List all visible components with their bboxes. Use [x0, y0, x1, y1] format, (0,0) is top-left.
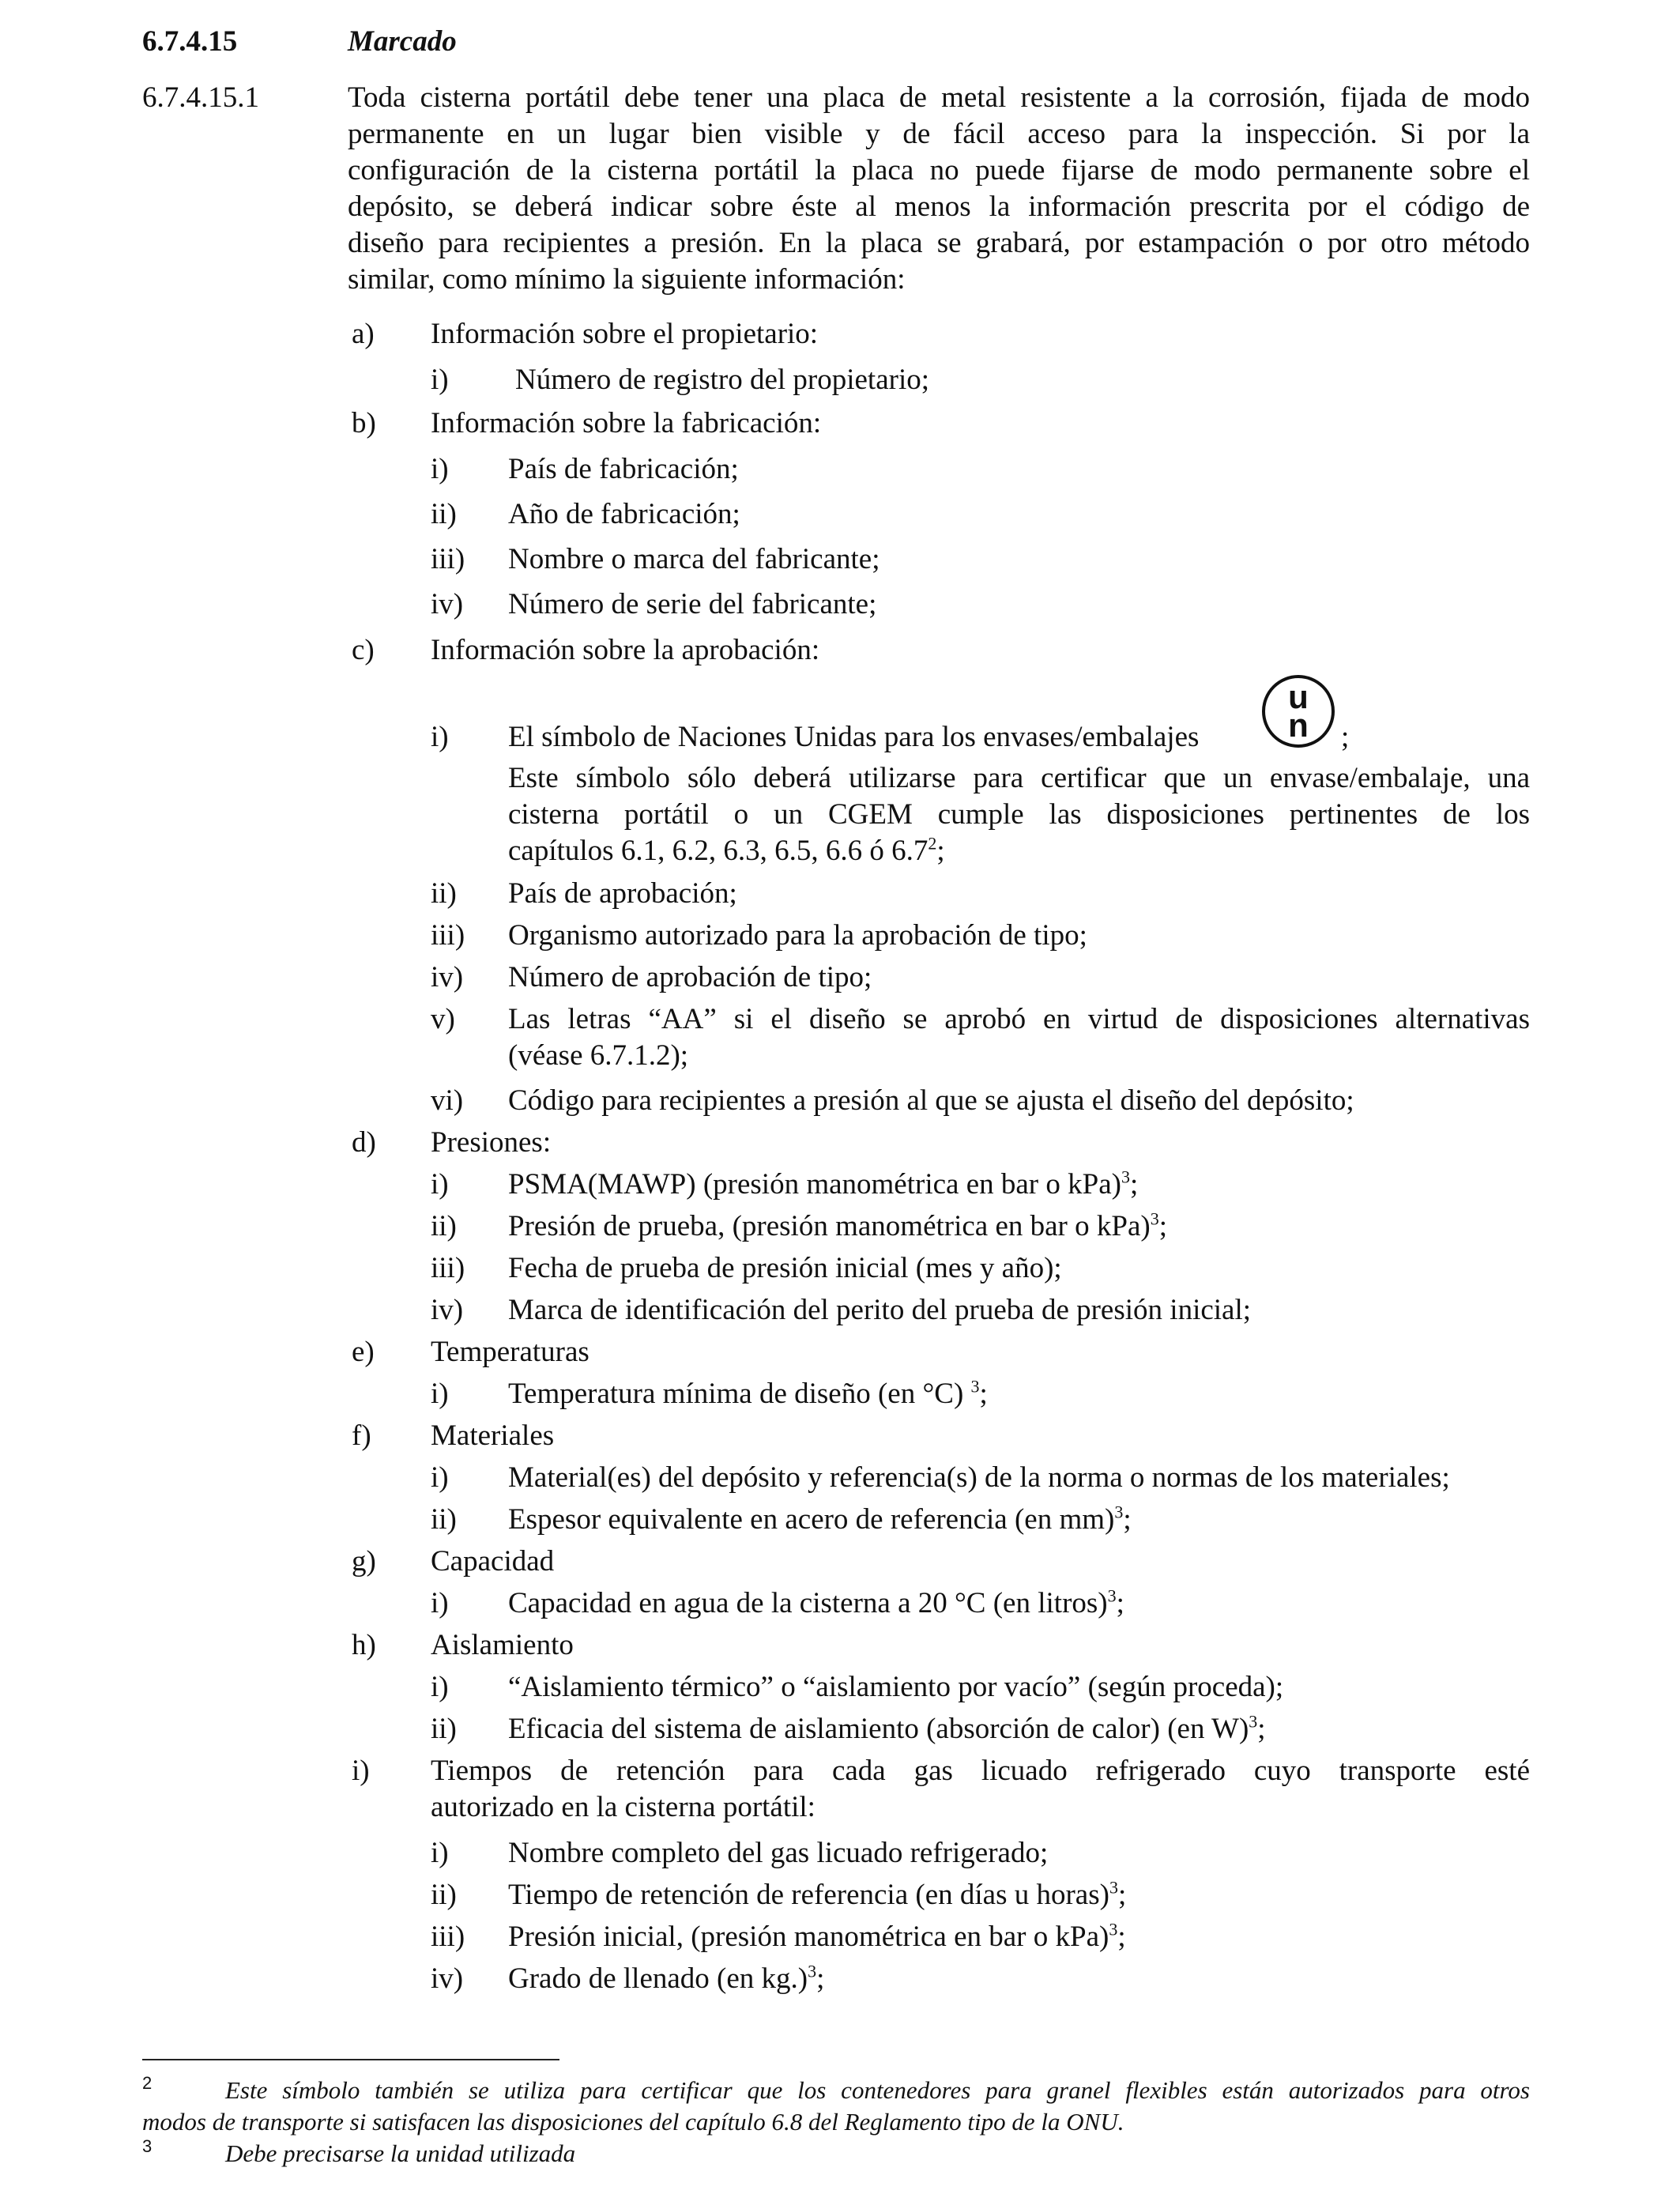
- subitem-text: (véase 6.7.1.2);: [508, 1039, 689, 1072]
- item-label: e): [352, 1336, 375, 1368]
- subitem-label: ii): [431, 1210, 457, 1242]
- subitem-text: Grado de llenado (en kg.)$^3$;: [508, 1961, 825, 1995]
- paragraph-line: permanente en un lugar bien visible y de fácil acceso para la inspección. Si por la: [348, 118, 1530, 150]
- subitem-text: Material(es) del depósito y referencia(s) de la norma o normas de los materiales;: [508, 1461, 1450, 1494]
- item-text: autorizado en la cisterna portátil:: [431, 1791, 816, 1823]
- subitem-text: Número de registro del propietario;: [515, 364, 929, 396]
- subitem-label: iii): [431, 1921, 465, 1953]
- item-text: Información sobre el propietario:: [431, 318, 819, 350]
- subitem-text: Tiempo de retención de referencia (en días u horas)$^3$;: [508, 1877, 1127, 1911]
- footnote-ref: 2: [928, 833, 937, 854]
- subitem-text: Capacidad en agua de la cisterna a 20 °C (en litros)$^3$;: [508, 1585, 1124, 1619]
- subitem-text: Año de fabricación;: [508, 498, 740, 530]
- subitem-label: iv): [431, 1962, 464, 1995]
- item-label: b): [352, 407, 376, 439]
- subitem-label: iv): [431, 1294, 464, 1326]
- c-i-note: [508, 760, 1530, 869]
- subitem-label: ii): [431, 1879, 457, 1911]
- subitem-text: Nombre o marca del fabricante;: [508, 543, 880, 575]
- footnote-number: 3: [142, 2136, 153, 2156]
- subitem-label: ii): [431, 1503, 457, 1536]
- subitem-label: i): [431, 453, 449, 485]
- section-number: 6.7.4.15: [142, 25, 238, 58]
- subitem-label: i): [431, 1378, 449, 1410]
- paragraph-number: 6.7.4.15.1: [142, 81, 259, 114]
- subitem-label: i): [431, 1168, 449, 1201]
- subitem-text: Fecha de prueba de presión inicial (mes y año);: [508, 1252, 1062, 1284]
- paragraph-line: similar, como mínimo la siguiente información:: [348, 263, 906, 296]
- subitem-label: iii): [431, 543, 465, 575]
- subitem-text: Marca de identificación del perito del prueba de presión inicial;: [508, 1294, 1252, 1326]
- item-text-block: [431, 1753, 1530, 1826]
- item-label: h): [352, 1629, 376, 1661]
- item-label: a): [352, 318, 375, 350]
- subitem-label: i): [431, 1837, 449, 1869]
- section-title: Marcado: [348, 25, 457, 58]
- item-text: Materiales: [431, 1419, 555, 1452]
- item-label: i): [352, 1755, 370, 1787]
- subitem-text: Organismo autorizado para la aprobación de tipo;: [508, 919, 1087, 952]
- paragraph-line: diseño para recipientes a presión. En la placa se grabará, por estampación o por otro método: [348, 227, 1530, 259]
- subitem-label: iii): [431, 919, 465, 952]
- subitem-text: Presión de prueba, (presión manométrica en bar o kPa)$^3$;: [508, 1208, 1167, 1242]
- subitem-text: Temperatura mínima de diseño (en °C) $^3$;: [508, 1376, 988, 1410]
- subitem-text: Código para recipientes a presión al que se ajusta el diseño del depósito;: [508, 1084, 1354, 1117]
- subitem-label: vi): [431, 1084, 464, 1117]
- subitem-text-block: [508, 1001, 1530, 1074]
- subitem-text: Eficacia del sistema de aislamiento (absorción de calor) (en W)$^3$;: [508, 1711, 1266, 1745]
- un-symbol-letter-u: u: [1288, 678, 1309, 715]
- paragraph-line: Toda cisterna portátil debe tener una placa de metal resistente a la corrosión, fijada de modo: [348, 81, 1530, 114]
- subitem-label: i): [431, 1671, 449, 1703]
- paragraph-line: configuración de la cisterna portátil la placa no puede fijarse de modo permanente sobre el: [348, 154, 1530, 187]
- subitem-label: v): [431, 1003, 455, 1035]
- footnote-separator: [142, 2059, 559, 2060]
- subitem-text: Nombre completo del gas licuado refrigerado;: [508, 1837, 1049, 1869]
- footnote-3-text: Debe precisarse la unidad utilizada: [225, 2139, 576, 2167]
- un-packaging-symbol: [1260, 673, 1336, 749]
- un-symbol-letter-n: n: [1288, 707, 1309, 744]
- subitem-text: País de aprobación;: [508, 877, 737, 910]
- item-text: Presiones:: [431, 1126, 552, 1159]
- subitem-label: ii): [431, 877, 457, 910]
- subitem-text: Espesor equivalente en acero de referencia (en mm)$^3$;: [508, 1502, 1132, 1536]
- item-text: Capacidad: [431, 1545, 555, 1578]
- footnote-line: Este símbolo también se utiliza para certificar que los contenedores para granel flexibles están autorizados para otros: [225, 2076, 1530, 2104]
- item-text: Tiempos de retención para cada gas licuado refrigerado cuyo transporte esté: [431, 1755, 1530, 1787]
- item-label: g): [352, 1545, 376, 1578]
- subitem-text: Número de serie del fabricante;: [508, 588, 877, 620]
- paragraph-body: [348, 80, 1530, 298]
- subitem-text: Presión inicial, (presión manométrica en bar o kPa)$^3$;: [508, 1919, 1126, 1953]
- subitem-text: Número de aprobación de tipo;: [508, 961, 872, 993]
- subitem-label: i): [431, 721, 449, 753]
- note-line: Este símbolo sólo deberá utilizarse para certificar que un envase/embalaje, una: [508, 762, 1530, 794]
- subitem-text: Las letras “AA” si el diseño se aprobó en virtud de disposiciones alternativas: [508, 1003, 1530, 1035]
- note-line: cisterna portátil o un CGEM cumple las disposiciones pertinentes de los: [508, 798, 1530, 831]
- subitem-text: “Aislamiento térmico” o “aislamiento por vacío” (según proceda);: [508, 1671, 1284, 1703]
- subitem-label: iv): [431, 588, 464, 620]
- item-label: d): [352, 1126, 376, 1159]
- subitem-text: El símbolo de Naciones Unidas para los envases/embalajes: [508, 721, 1200, 753]
- item-text: Aislamiento: [431, 1629, 574, 1661]
- subitem-label: i): [431, 364, 449, 396]
- subitem-label: ii): [431, 1713, 457, 1745]
- item-text: Temperaturas: [431, 1336, 590, 1368]
- item-text: Información sobre la fabricación:: [431, 407, 822, 439]
- item-label: c): [352, 634, 375, 666]
- subitem-text-suffix: ;: [1341, 721, 1350, 753]
- footnote-number: 2: [142, 2073, 153, 2093]
- subitem-label: iii): [431, 1252, 465, 1284]
- subitem-label: ii): [431, 498, 457, 530]
- subitem-label: iv): [431, 961, 464, 993]
- footnote-2: [142, 2075, 1530, 2138]
- subitem-label: i): [431, 1461, 449, 1494]
- item-label: f): [352, 1419, 371, 1452]
- subitem-text: País de fabricación;: [508, 453, 739, 485]
- note-line: capítulos 6.1, 6.2, 6.3, 6.5, 6.6 ó $6.7^2$;: [508, 833, 945, 867]
- item-text: Información sobre la aprobación:: [431, 634, 820, 666]
- subitem-text: PSMA(MAWP) (presión manométrica en bar o kPa)$^3$;: [508, 1167, 1139, 1201]
- subitem-label: i): [431, 1587, 449, 1619]
- paragraph-line: depósito, se deberá indicar sobre éste al menos la información prescrita por el código de: [348, 190, 1530, 223]
- footnote-line: modos de transporte si satisfacen las disposiciones del capítulo 6.8 del Reglamento tipo de la ONU.: [142, 2108, 1124, 2136]
